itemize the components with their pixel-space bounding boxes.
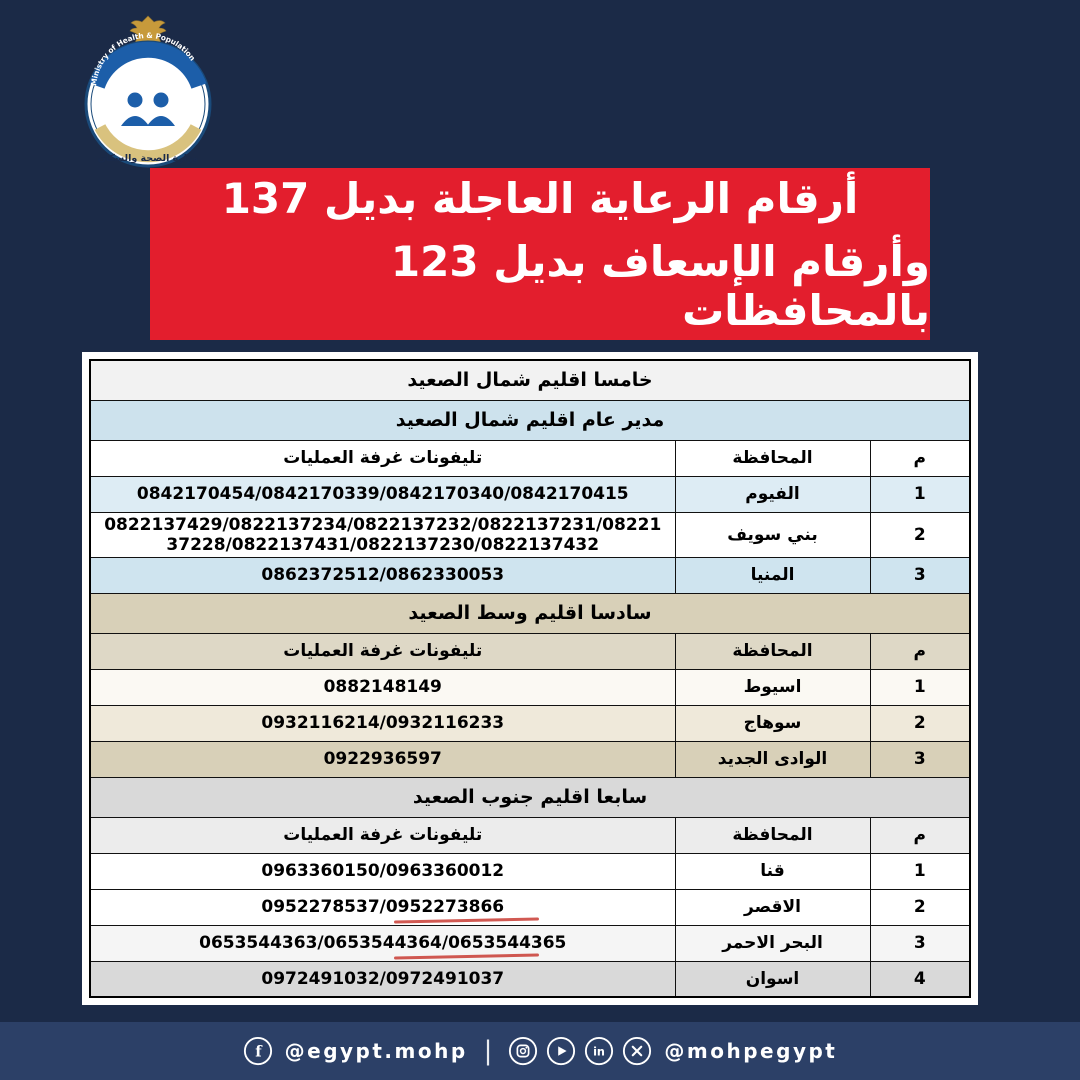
section-3-title-row <box>90 777 970 817</box>
cell-phones: 0952278537/0952273866 <box>90 889 675 925</box>
title-banner <box>150 168 930 340</box>
cell-phones: 0862372512/0862330053 <box>90 557 675 593</box>
table-row <box>90 705 970 741</box>
col-header-num: م <box>870 440 970 476</box>
cell-phones: 0932116214/0932116233 <box>90 705 675 741</box>
cell-num: 3 <box>870 741 970 777</box>
linkedin-icon[interactable] <box>584 1036 614 1066</box>
footer-separator: | <box>483 1036 493 1066</box>
table-row <box>90 853 970 889</box>
cell-phones: 0653544363/0653544364/0653544365 <box>90 925 675 961</box>
cell-governorate: الاقصر <box>675 889 870 925</box>
col-header-phones: تليفونات غرفة العمليات <box>90 440 675 476</box>
section-2-title-row <box>90 593 970 633</box>
cell-num: 2 <box>870 705 970 741</box>
cell-phones: 0882148149 <box>90 669 675 705</box>
section-1-subtitle-row <box>90 400 970 440</box>
section-1-title-row <box>90 360 970 400</box>
cell-num: 1 <box>870 853 970 889</box>
col-header-phones: تليفونات غرفة العمليات <box>90 633 675 669</box>
social-icons-group <box>508 1036 652 1066</box>
ministry-logo <box>72 14 224 172</box>
cell-num: 3 <box>870 557 970 593</box>
table-row <box>90 741 970 777</box>
logo-arc-text: Ministry of Health & Population <box>89 30 198 87</box>
x-icon[interactable] <box>622 1036 652 1066</box>
cell-governorate: سوهاج <box>675 705 870 741</box>
banner-line-1: أرقام الرعاية العاجلة بديل 137 <box>221 173 859 223</box>
facebook-icon[interactable] <box>243 1036 273 1066</box>
col-header-governorate: المحافظة <box>675 440 870 476</box>
cell-num: 4 <box>870 961 970 997</box>
section-3-title: سابعا اقليم جنوب الصعيد <box>90 777 970 817</box>
col-header-num: م <box>870 817 970 853</box>
section-1-title: خامسا اقليم شمال الصعيد <box>90 360 970 400</box>
facebook-handle[interactable]: @egypt.mohp <box>284 1039 468 1063</box>
cell-governorate: قنا <box>675 853 870 889</box>
cell-phones: 0822137429/0822137234/0822137232/0822137231/0822137228/0822137431/0822137230/0822137432 <box>90 512 675 557</box>
instagram-icon[interactable] <box>508 1036 538 1066</box>
cell-phones: 0922936597 <box>90 741 675 777</box>
cell-governorate: البحر الاحمر <box>675 925 870 961</box>
cell-num: 3 <box>870 925 970 961</box>
section-2-header-row <box>90 633 970 669</box>
phones-table <box>89 359 971 998</box>
banner-line-2: وأرقام الإسعاف بديل 123 بالمحافظات <box>390 236 930 335</box>
logo-arabic-name: وزارة الصحة والسكان <box>97 153 199 164</box>
cell-governorate: بني سويف <box>675 512 870 557</box>
youtube-icon[interactable] <box>546 1036 576 1066</box>
col-header-governorate: المحافظة <box>675 633 870 669</box>
cell-governorate: الوادى الجديد <box>675 741 870 777</box>
cell-governorate: الفيوم <box>675 476 870 512</box>
col-header-num: م <box>870 633 970 669</box>
footer-bar <box>0 1022 1080 1080</box>
table-row <box>90 512 970 557</box>
table-row <box>90 476 970 512</box>
cell-num: 1 <box>870 669 970 705</box>
cell-governorate: اسوان <box>675 961 870 997</box>
cell-phones: 0972491032/0972491037 <box>90 961 675 997</box>
svg-text:in: in <box>593 1045 606 1059</box>
table-row <box>90 669 970 705</box>
section-3-header-row <box>90 817 970 853</box>
cell-num: 2 <box>870 512 970 557</box>
table-row <box>90 961 970 997</box>
section-1-header-row <box>90 440 970 476</box>
cell-num: 1 <box>870 476 970 512</box>
cell-phones: 0963360150/0963360012 <box>90 853 675 889</box>
table-row <box>90 925 970 961</box>
phones-table-container <box>82 352 978 1005</box>
cell-governorate: اسيوط <box>675 669 870 705</box>
table-row <box>90 557 970 593</box>
cell-num: 2 <box>870 889 970 925</box>
cell-phones: 0842170454/0842170339/0842170340/0842170415 <box>90 476 675 512</box>
svg-text:f: f <box>254 1042 262 1061</box>
col-header-phones: تليفونات غرفة العمليات <box>90 817 675 853</box>
section-1-subtitle: مدير عام اقليم شمال الصعيد <box>90 400 970 440</box>
ministry-logo-graphic <box>72 14 224 172</box>
col-header-governorate: المحافظة <box>675 817 870 853</box>
table-row <box>90 889 970 925</box>
other-social-handle[interactable]: @mohpegypt <box>664 1039 838 1063</box>
cell-governorate: المنيا <box>675 557 870 593</box>
section-2-title: سادسا اقليم وسط الصعيد <box>90 593 970 633</box>
